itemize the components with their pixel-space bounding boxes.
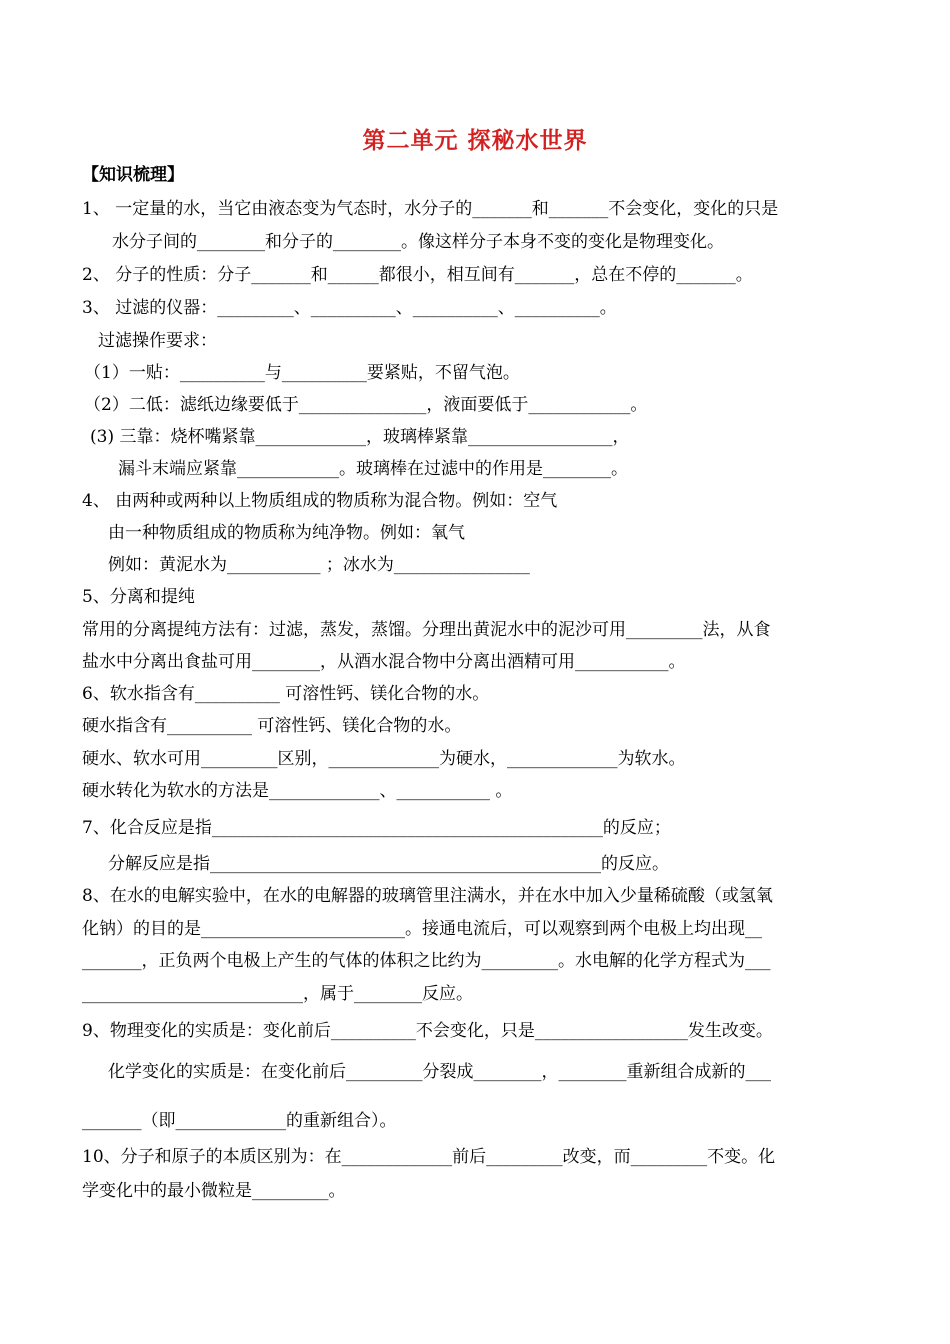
filter-rule-1: （1）一贴：__________与__________要紧贴，不留气泡。 <box>84 363 520 383</box>
filter-requirements-heading: 过滤操作要求： <box>98 331 217 351</box>
item-9-line-2: 化学变化的实质是：在变化前后_________分裂成________，________重新组合成新的___ <box>108 1062 771 1082</box>
section-heading: 【知识梳理】 <box>82 165 184 185</box>
page-title: 第二单元 探秘水世界 <box>362 128 588 154</box>
item-1-line-2: 水分子间的________和分子的________。像这样分子本身不变的变化是物理变化。 <box>112 232 724 252</box>
item-8-line-2: 化钠）的目的是________________________。接通电流后，可以观察到两个电极上均出现__ <box>82 919 762 939</box>
item-10-line-1: 10、分子和原子的本质区别为：在_____________前后_________改变，而_________不变。化 <box>82 1147 776 1167</box>
item-6-line-1: 6、软水指含有__________ 可溶性钙、镁化合物的水。 <box>82 684 490 704</box>
item-6-line-2: 硬水指含有__________ 可溶性钙、镁化合物的水。 <box>82 716 462 736</box>
filter-rule-3-line-2: 漏斗末端应紧靠____________。玻璃棒在过滤中的作用是________。 <box>118 459 628 479</box>
filter-rule-3-line-1: (3) 三靠：烧杯嘴紧靠_____________，玻璃棒紧靠_________________， <box>90 427 630 447</box>
item-7-line-1: 7、化合反应是指______________________________________________的反应； <box>82 818 671 838</box>
item-5-heading: 5、分离和提纯 <box>82 587 195 607</box>
filter-rule-2: （2）二低：滤纸边缘要低于_______________，液面要低于____________。 <box>84 395 648 415</box>
item-3-line: 3、 过滤的仪器：_________、__________、__________、__________。 <box>82 298 617 318</box>
item-8-line-3: _______，正负两个电极上产生的气体的体积之比约为_________。水电解的化学方程式为___ <box>82 951 771 971</box>
item-6-line-3: 硬水、软水可用_________区别，_____________为硬水，_____________为软水。 <box>82 749 686 769</box>
item-5-line-2: 盐水中分离出食盐可用________，从酒水混合物中分离出酒精可用___________。 <box>82 652 686 672</box>
item-4-line-1: 4、 由两种或两种以上物质组成的物质称为混合物。例如：空气 <box>82 491 558 511</box>
item-1-line-1: 1、 一定量的水，当它由液态变为气态时，水分子的_______和_______不会变化，变化的只是 <box>82 199 779 219</box>
item-8-line-1: 8、在水的电解实验中，在水的电解器的玻璃管里注满水，并在水中加入少量稀硫酸（或氢氧 <box>82 886 773 906</box>
item-8-line-4: __________________________，属于________反应。 <box>82 984 473 1004</box>
item-9-line-1: 9、物理变化的实质是：变化前后__________不会变化，只是__________________发生改变。 <box>82 1021 773 1041</box>
item-7-line-2: 分解反应是指______________________________________________的反应。 <box>108 854 669 874</box>
item-2-line: 2、 分子的性质：分子_______和______都很小，相互间有_______，总在不停的_______。 <box>82 265 753 285</box>
item-4-line-3: 例如：黄泥水为___________ ；冰水为________________ <box>108 555 530 575</box>
item-10-line-2: 学变化中的最小微粒是_________。 <box>82 1181 346 1201</box>
item-6-line-4: 硬水转化为软水的方法是_____________、___________ 。 <box>82 781 513 801</box>
item-9-line-3: _______（即_____________的重新组合）。 <box>82 1111 397 1131</box>
item-5-line-1: 常用的分离提纯方法有：过滤，蒸发，蒸馏。分理出黄泥水中的泥沙可用_________法，从食 <box>82 620 771 640</box>
item-4-line-2: 由一种物质组成的物质称为纯净物。例如：氧气 <box>108 523 465 543</box>
